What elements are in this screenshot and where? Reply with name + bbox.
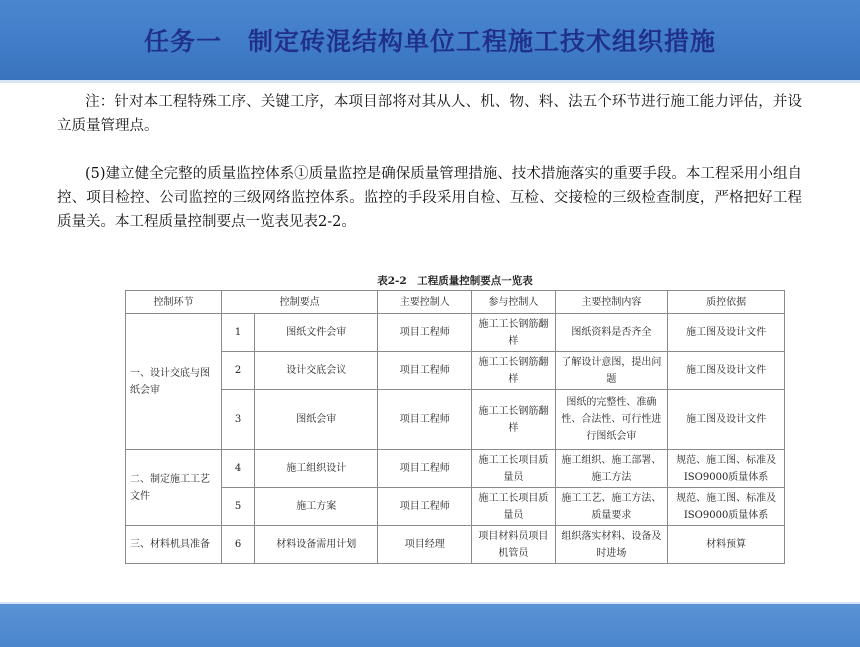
participants-cell: 项目材料员项目机管员: [472, 526, 555, 564]
main-controller-cell: 项目经理: [378, 526, 472, 564]
control-point-cell: 设计交底会议: [255, 352, 378, 390]
header-cell: 主要控制人: [378, 291, 472, 314]
control-content-cell: 施工工艺、施工方法、质量要求: [555, 488, 668, 526]
stage-cell: 三、材料机具准备: [126, 526, 222, 564]
basis-cell: 施工图及设计文件: [668, 352, 785, 390]
table-caption: 表2-2 工程质量控制要点一览表: [377, 275, 533, 287]
table-row: [126, 450, 785, 488]
control-content-cell: 了解设计意图，提出问题: [555, 352, 668, 390]
paragraph-5: [57, 162, 802, 234]
quality-control-table: [125, 290, 785, 564]
basis-cell: 施工图及设计文件: [668, 390, 785, 450]
participants-cell: 施工工长钢筋翻样: [472, 390, 555, 450]
main-controller-cell: 项目工程师: [378, 488, 472, 526]
control-point-cell: 施工组织设计: [255, 450, 378, 488]
participants-cell: 施工工长项目质量员: [472, 450, 555, 488]
note-paragraph: [57, 90, 802, 138]
control-content-cell: 图纸资料是否齐全: [555, 314, 668, 352]
control-content-cell: 组织落实材料、设备及时进场: [555, 526, 668, 564]
stage-cell: 二、制定施工工艺文件: [126, 450, 222, 526]
basis-cell: 材料预算: [668, 526, 785, 564]
table-row: [126, 390, 785, 450]
control-content-cell: 图纸的完整性、准确性、合法性、可行性进行图纸会审: [555, 390, 668, 450]
row-number: 6: [221, 526, 254, 564]
table-header-row: [126, 291, 785, 314]
basis-cell: 规范、施工图、标准及ISO9000质量体系: [668, 488, 785, 526]
header-cell: 控制要点: [221, 291, 377, 314]
row-number: 4: [221, 450, 254, 488]
participants-cell: 施工工长钢筋翻样: [472, 314, 555, 352]
paragraph-5-text: (5)建立健全完整的质量监控体系①质量监控是确保质量管理措施、技术措施落实的重要手段。本工程采用小组自控、项目检控、公司监控的三级网络监控体系。监控的手段采用自检、互检、交接检的三级检查制度，严格把好工程质量关。本工程质量控制要点一览表见表2-2。: [57, 166, 802, 230]
quality-control-table-figure: [125, 272, 785, 568]
main-controller-cell: 项目工程师: [378, 450, 472, 488]
control-point-cell: 施工方案: [255, 488, 378, 526]
table-row: [126, 488, 785, 526]
basis-cell: 施工图及设计文件: [668, 314, 785, 352]
page-title: 任务一 制定砖混结构单位工程施工技术组织措施: [143, 27, 716, 56]
row-number: 2: [221, 352, 254, 390]
stage-cell: 一、设计交底与图纸会审: [126, 314, 222, 450]
note-text: 注：针对本工程特殊工序、关键工序，本项目部将对其从人、机、物、料、法五个环节进行施工能力评估，并设立质量管理点。: [57, 94, 802, 134]
header-cell: 参与控制人: [472, 291, 555, 314]
control-point-cell: 图纸会审: [255, 390, 378, 450]
main-controller-cell: 项目工程师: [378, 352, 472, 390]
header-cell: 质控依据: [668, 291, 785, 314]
table-row: [126, 526, 785, 564]
participants-cell: 施工工长钢筋翻样: [472, 352, 555, 390]
table-row: [126, 314, 785, 352]
main-controller-cell: 项目工程师: [378, 314, 472, 352]
control-content-cell: 施工组织、施工部署、施工方法: [555, 450, 668, 488]
header-cell: 主要控制内容: [555, 291, 668, 314]
main-controller-cell: 项目工程师: [378, 390, 472, 450]
row-number: 3: [221, 390, 254, 450]
header-cell: 控制环节: [126, 291, 222, 314]
row-number: 5: [221, 488, 254, 526]
table-row: [126, 352, 785, 390]
footer-bar: [0, 602, 860, 647]
participants-cell: 施工工长项目质量员: [472, 488, 555, 526]
row-number: 1: [221, 314, 254, 352]
basis-cell: 规范、施工图、标准及ISO9000质量体系: [668, 450, 785, 488]
control-point-cell: 图纸文件会审: [255, 314, 378, 352]
control-point-cell: 材料设备需用计划: [255, 526, 378, 564]
